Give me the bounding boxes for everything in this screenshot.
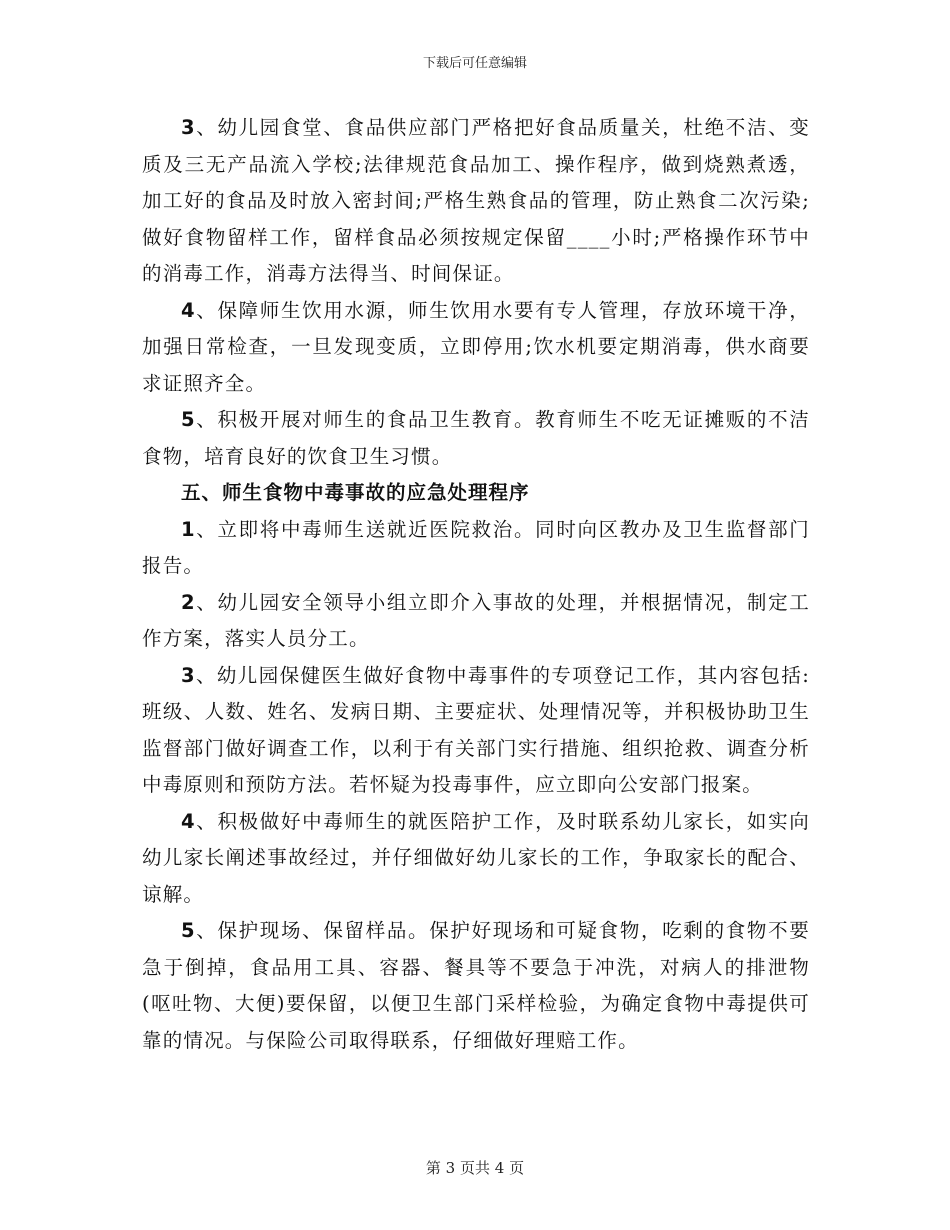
paragraph-b2: 2、幼儿园安全领导小组立即介入事故的处理，并根据情况，制定工作方案，落实人员分工。	[142, 590, 810, 650]
document-body	[142, 110, 810, 1059]
section-heading: 五、师生食物中毒事故的应急处理程序	[181, 481, 530, 504]
paragraph-b5: 5、保护现场、保留样品。保护好现场和可疑食物，吃剩的食物不要急于倒掉，食品用工具、容器、餐具等不要急于冲洗，对病人的排泄物(呕吐物、大便)要保留，以便卫生部门采样检验，为确定食物中毒提供可靠的情况。与保险公司取得联系，仔细做好理赔工作。	[142, 919, 810, 1052]
paragraph-a4: 4、保障师生饮用水源，师生饮用水要有专人管理，存放环境干净，加强日常检查，一旦发现变质，立即停用;饮水机要定期消毒，供水商要求证照齐全。	[142, 298, 810, 395]
paragraph-a5: 5、积极开展对师生的食品卫生教育。教育师生不吃无证摊贩的不洁食物，培育良好的饮食卫生习惯。	[142, 408, 810, 468]
paragraph-b4: 4、积极做好中毒师生的就医陪护工作，及时联系幼儿家长，如实向幼儿家长阐述事故经过，并仔细做好幼儿家长的工作，争取家长的配合、谅解。	[142, 809, 810, 906]
paragraph-b1: 1、立即将中毒师生送就近医院救治。同时向区教办及卫生监督部门报告。	[142, 517, 810, 577]
page-footer: 第 3 页共 4 页	[425, 1159, 525, 1177]
paragraph-a3: 3、幼儿园食堂、食品供应部门严格把好食品质量关，杜绝不洁、变质及三无产品流入学校;法律规范食品加工、操作程序，做到烧熟煮透，加工好的食品及时放入密封间;严格生熟食品的管理，防止熟食二次污染;做好食物留样工作，留样食品必须按规定保留____小时;严格操作环节中的消毒工作，消毒方法得当、时间保证。	[142, 116, 810, 285]
paragraph-b3: 3、幼儿园保健医生做好食物中毒事件的专项登记工作，其内容包括:班级、人数、姓名、发病日期、主要症状、处理情况等，并积极协助卫生监督部门做好调查工作，以利于有关部门实行措施、组织抢救、调查分析中毒原则和预防方法。若怀疑为投毒事件，应立即向公安部门报案。	[142, 663, 810, 796]
page-header: 下载后可任意编辑	[422, 56, 527, 71]
